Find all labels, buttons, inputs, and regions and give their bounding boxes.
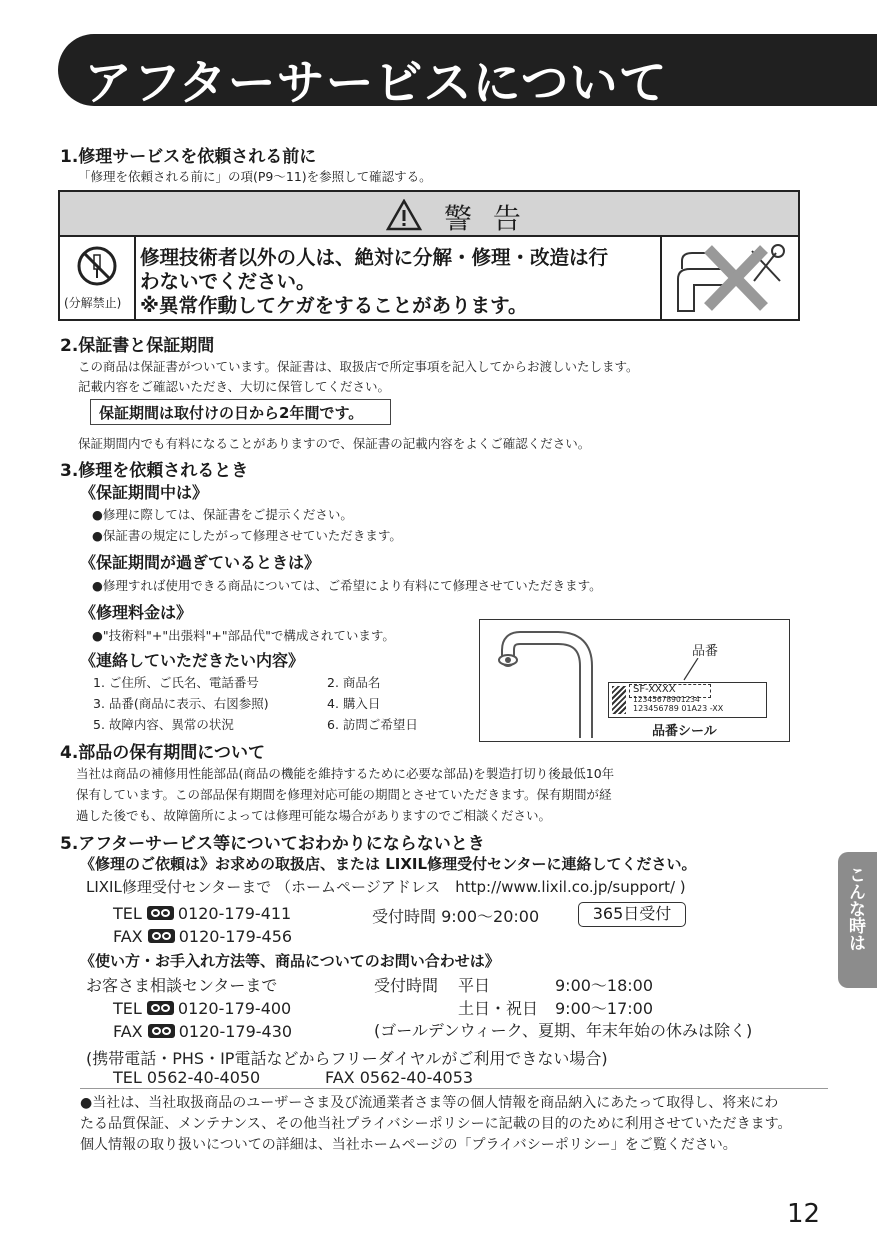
weekday-label: 平日 xyxy=(458,976,491,995)
mobile-fax: FAX 0562-40-4053 xyxy=(325,1068,474,1087)
faucet-wrench-prohibited-icon xyxy=(668,241,794,315)
warning-illustration-panel xyxy=(660,237,798,319)
section-4-line-3: 過した後でも、故障箇所によっては修理可能な場合がありますのでご相談ください。 xyxy=(76,808,552,823)
side-index-tab[interactable] xyxy=(838,852,877,988)
warning-triangle-icon xyxy=(386,199,422,231)
repair-request-sub: 《修理のご依頼は》お求めの取扱店、または LIXIL修理受付センターに連絡してください。 xyxy=(80,855,697,873)
bullet-fee-composition: ●"技術料"+"出張料"+"部品代"で構成されています。 xyxy=(92,628,395,643)
section-4-line-2: 保有しています。この部品保有期間を修理対応可能の期間とさせていただきます。保有期間が経 xyxy=(76,787,612,802)
warning-line-3: ※異常作動してケガをすることがあります。 xyxy=(140,294,528,317)
section-1-text: 「修理を依頼される前に」の項(P9～11)を参照して確認する。 xyxy=(78,169,432,184)
usage-center-line: お客さま相談センターまで xyxy=(86,976,278,995)
product-seal xyxy=(608,682,767,718)
seal-hatch-icon xyxy=(612,686,626,714)
seal-line-1: SF-XXXX xyxy=(633,684,676,695)
privacy-line-1: ●当社は、当社取扱商品のユーザーさま及び流通業者さま等の個人情報を商品納入にあたって取得し、将来にわ xyxy=(80,1095,779,1111)
contact-item-5: 5. 故障内容、異常の状況 xyxy=(93,717,234,732)
section-2-line-1: この商品は保証書がついています。保証書は、取扱店で所定事項を記入してからお渡しいたします。 xyxy=(78,359,639,374)
privacy-line-3: 個人情報の取り扱いについての詳細は、当社ホームページの「プライバシーポリシー」をご覧ください。 xyxy=(80,1137,737,1153)
seal-line-3: 123456789 01A23 -XX xyxy=(633,704,724,713)
no-disassembly-icon xyxy=(76,245,118,287)
contact-item-2: 2. 商品名 xyxy=(327,675,381,690)
pointer-line-icon xyxy=(680,658,700,682)
faucet-illustration-icon xyxy=(486,626,616,738)
usage-hours-label: 受付時間 xyxy=(374,976,439,995)
bullet-warranty-terms: ●保証書の規定にしたがって修理させていただきます。 xyxy=(92,528,402,543)
section-2-note: 保証期間内でも有料になることがありますので、保証書の記載内容をよくご確認ください。 xyxy=(78,436,591,451)
seal-line-2: 12345678901234 xyxy=(633,695,700,704)
contact-item-6: 6. 訪問ご希望日 xyxy=(327,717,418,732)
seal-label: 品番シール xyxy=(652,724,717,739)
sub-under-warranty: 《保証期間中は》 xyxy=(80,483,209,502)
badge-365: 365日受付 xyxy=(578,902,686,927)
divider xyxy=(80,1088,828,1089)
warranty-period-box: 保証期間は取付けの日から2年間です。 xyxy=(90,399,391,425)
page-number: 12 xyxy=(787,1199,821,1229)
section-2-line-2: 記載内容をご確認いただき、大切に保管してください。 xyxy=(78,379,391,394)
section-4-line-1: 当社は商品の補修用性能部品(商品の機能を維持するために必要な部品)を製造打切り後最低10年 xyxy=(76,766,615,781)
repair-tel: TEL 0120-179-411 xyxy=(113,904,292,923)
mobile-note: (携帯電話・PHS・IP電話などからフリーダイヤルがご利用できない場合) xyxy=(86,1049,608,1068)
bullet-present-warranty: ●修理に際しては、保証書をご提示ください。 xyxy=(92,507,353,522)
freedial-icon xyxy=(147,1001,174,1015)
weekday-hours: 9:00～18:00 xyxy=(555,976,654,995)
mobile-tel: TEL 0562-40-4050 xyxy=(113,1068,261,1087)
warning-box xyxy=(58,190,800,321)
page-title: アフターサービスについて xyxy=(84,55,668,111)
repair-center-line: LIXIL修理受付センターまで （ホームページアドレス http://www.lixil.co.jp/support/ ) xyxy=(86,878,686,896)
side-tab-label: こんな時は xyxy=(845,866,865,951)
contact-item-4: 4. 購入日 xyxy=(327,696,381,711)
repair-hours: 受付時間 9:00～20:00 xyxy=(372,907,540,926)
bullet-paid-repair: ●修理すれば使用できる商品については、ご希望により有料にて修理させていただきます。 xyxy=(92,578,602,593)
section-5-heading: 5.アフターサービス等についておわかりにならないとき xyxy=(60,834,485,854)
section-2-heading: 2.保証書と保証期間 xyxy=(60,336,215,356)
freedial-icon xyxy=(148,1024,175,1038)
sub-after-warranty: 《保証期間が過ぎているときは》 xyxy=(80,553,321,572)
warning-line-2: わないでください。 xyxy=(140,270,316,293)
product-number-figure xyxy=(479,619,790,742)
warning-header xyxy=(60,192,798,237)
usage-tel: TEL 0120-179-400 xyxy=(113,999,292,1018)
holiday-note: (ゴールデンウィーク、夏期、年末年始の休みは除く) xyxy=(374,1021,753,1040)
warning-title: 警 告 xyxy=(444,202,527,235)
hinban-label: 品番 xyxy=(692,644,719,659)
usage-inquiry-sub: 《使い方・お手入れ方法等、商品についてのお問い合わせは》 xyxy=(80,952,500,970)
prohibit-panel xyxy=(60,237,136,319)
repair-fax: FAX 0120-179-456 xyxy=(113,927,293,946)
sub-contact-info: 《連絡していただきたい内容》 xyxy=(80,651,305,670)
section-3-heading: 3.修理を依頼されるとき xyxy=(60,461,249,481)
section-4-heading: 4.部品の保有期間について xyxy=(60,743,265,763)
sub-repair-fee: 《修理料金は》 xyxy=(80,603,193,622)
prohibit-label: (分解禁止) xyxy=(64,296,122,310)
freedial-icon xyxy=(148,929,175,943)
weekend-hours: 9:00～17:00 xyxy=(555,999,654,1018)
privacy-line-2: たる品質保証、メンテナンス、その他当社プライバシーポリシーに記載の目的のために利用させていただきます。 xyxy=(80,1116,792,1132)
weekend-label: 土日・祝日 xyxy=(458,999,539,1018)
usage-fax: FAX 0120-179-430 xyxy=(113,1022,293,1041)
section-1-heading: 1.修理サービスを依頼される前に xyxy=(60,147,317,167)
freedial-icon xyxy=(147,906,174,920)
warning-line-1: 修理技術者以外の人は、絶対に分解・修理・改造は行 xyxy=(140,246,609,269)
contact-item-3: 3. 品番(商品に表示、右図参照) xyxy=(93,696,269,711)
contact-item-1: 1. ご住所、ご氏名、電話番号 xyxy=(93,675,259,690)
